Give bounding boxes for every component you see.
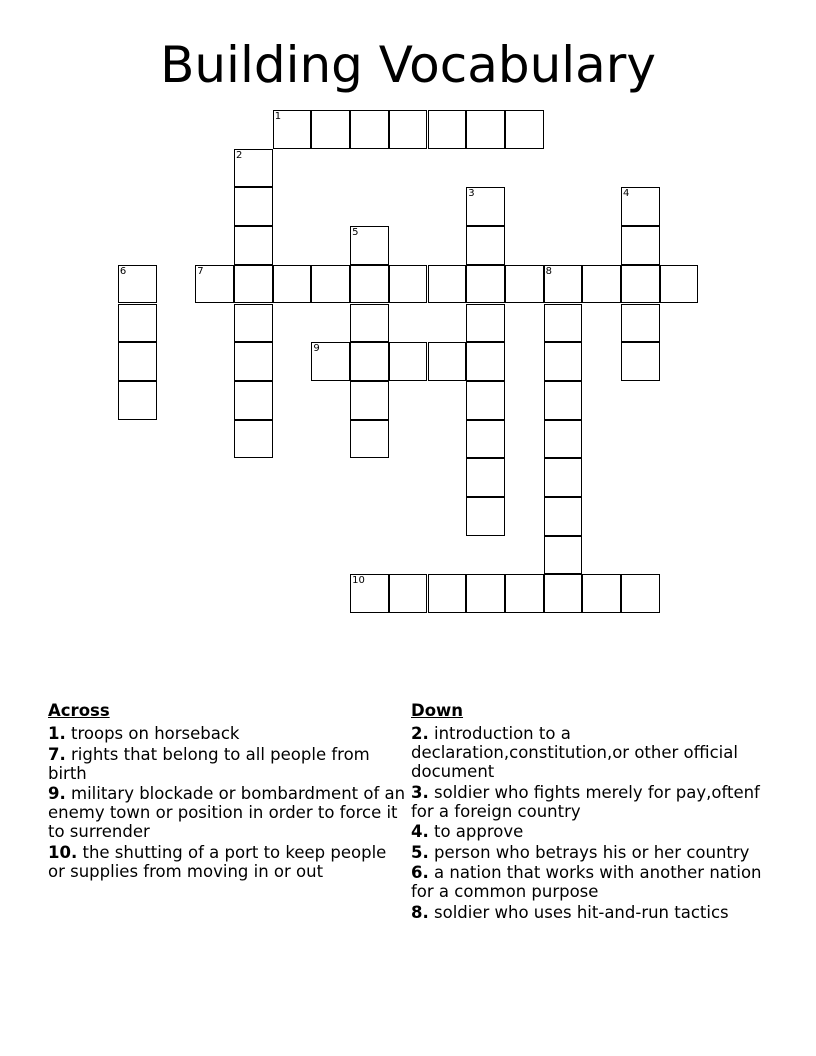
grid-cell[interactable] [544, 420, 583, 459]
clue-text: introduction to a declaration,constitution,or other official document [411, 724, 738, 781]
grid-cell[interactable] [195, 265, 234, 304]
grid-cell[interactable] [234, 187, 273, 226]
cell-number: 4 [623, 188, 630, 200]
grid-cell[interactable] [273, 110, 312, 149]
clue-text: a nation that works with another nation for a common purpose [411, 863, 762, 901]
across-clue [48, 843, 408, 881]
clue-number: 7. [48, 744, 66, 764]
grid-cell[interactable] [466, 574, 505, 613]
grid-cell[interactable] [389, 110, 428, 149]
clue-number: 8. [411, 902, 429, 922]
grid-cell[interactable] [466, 226, 505, 265]
grid-cell[interactable] [350, 420, 389, 459]
grid-cell[interactable] [234, 149, 273, 188]
clue-number: 10. [48, 842, 78, 862]
grid-cell[interactable] [544, 342, 583, 381]
clue-text: to approve [434, 822, 524, 841]
clue-text: person who betrays his or her country [434, 842, 750, 862]
clue-number: 2. [411, 724, 429, 743]
grid-cell[interactable] [466, 265, 505, 304]
grid-cell[interactable] [273, 265, 312, 304]
grid-cell[interactable] [389, 265, 428, 304]
grid-cell[interactable] [544, 536, 583, 575]
grid-cell[interactable] [234, 226, 273, 265]
cell-number: 1 [274, 111, 282, 122]
grid-cell[interactable] [466, 420, 505, 459]
grid-cell[interactable] [311, 342, 350, 381]
cell-number: 6 [119, 265, 127, 277]
clue-number: 6. [411, 863, 429, 882]
down-clue [411, 863, 781, 901]
grid-cell[interactable] [234, 420, 273, 459]
across-clue [48, 724, 408, 743]
clue-text: soldier who fights merely for pay,oftenf for a foreign country [411, 782, 760, 821]
grid-cell[interactable] [621, 226, 660, 265]
grid-cell[interactable] [118, 304, 157, 343]
grid-cell[interactable] [660, 265, 699, 304]
grid-cell[interactable] [389, 574, 428, 613]
grid-cell[interactable] [544, 497, 583, 536]
grid-cell[interactable] [350, 381, 389, 420]
clue-text: the shutting of a port to keep people or supplies from moving in or out [48, 842, 387, 881]
across-clues [48, 701, 408, 882]
grid-cell[interactable] [350, 574, 389, 613]
grid-cell[interactable] [544, 574, 583, 613]
clue-number: 1. [48, 724, 66, 743]
grid-cell[interactable] [234, 342, 273, 381]
across-clue [48, 784, 408, 841]
across-heading: Across [48, 701, 110, 720]
grid-cell[interactable] [466, 497, 505, 536]
cell-number: 9 [313, 343, 320, 355]
down-clue [411, 783, 781, 821]
grid-cell[interactable] [466, 187, 505, 226]
cell-number: 5 [352, 227, 359, 239]
grid-cell[interactable] [544, 458, 583, 497]
grid-cell[interactable] [466, 342, 505, 381]
grid-cell[interactable] [428, 110, 467, 149]
grid-cell[interactable] [505, 574, 544, 613]
grid-cell[interactable] [466, 458, 505, 497]
clue-text: rights that belong to all people from birth [48, 744, 370, 783]
grid-cell[interactable] [350, 304, 389, 343]
grid-cell[interactable] [118, 265, 157, 304]
grid-cell[interactable] [544, 381, 583, 420]
grid-cell[interactable] [234, 265, 273, 304]
grid-cell[interactable] [544, 265, 583, 304]
grid-cell[interactable] [582, 265, 621, 304]
down-clue [411, 843, 781, 862]
grid-cell[interactable] [621, 574, 660, 613]
down-clues [411, 701, 781, 923]
grid-cell[interactable] [428, 265, 467, 304]
grid-cell[interactable] [428, 574, 467, 613]
grid-cell[interactable] [234, 381, 273, 420]
grid-cell[interactable] [582, 574, 621, 613]
clue-number: 3. [411, 782, 429, 802]
clue-number: 4. [411, 822, 429, 841]
grid-cell[interactable] [621, 304, 660, 343]
grid-cell[interactable] [544, 304, 583, 343]
grid-cell[interactable] [428, 342, 467, 381]
clue-text: soldier who uses hit-and-run tactics [434, 902, 729, 922]
grid-cell[interactable] [505, 110, 544, 149]
cell-number: 2 [236, 149, 243, 161]
cell-number: 10 [352, 575, 365, 587]
clue-text: military blockade or bombardment of an enemy town or position in order to force it to surrender [48, 784, 406, 841]
down-clue [411, 724, 781, 781]
down-clue [411, 903, 781, 922]
cell-number: 8 [545, 265, 552, 277]
grid-cell[interactable] [389, 342, 428, 381]
clue-text: troops on horseback [71, 724, 240, 743]
grid-cell[interactable] [118, 381, 157, 420]
across-clue [48, 745, 408, 783]
grid-cell[interactable] [118, 342, 157, 381]
grid-cell[interactable] [350, 110, 389, 149]
cell-number: 3 [468, 188, 475, 200]
grid-cell[interactable] [311, 265, 350, 304]
page-title: Building Vocabulary [160, 36, 656, 94]
grid-cell[interactable] [350, 226, 389, 265]
grid-cell[interactable] [621, 265, 660, 304]
grid-cell[interactable] [350, 342, 389, 381]
grid-cell[interactable] [234, 304, 273, 343]
grid-cell[interactable] [350, 265, 389, 304]
down-heading: Down [411, 701, 464, 720]
clue-number: 5. [411, 842, 429, 862]
grid-cell[interactable] [621, 187, 660, 226]
grid-cell[interactable] [466, 304, 505, 343]
cell-number: 7 [197, 265, 204, 277]
grid-cell[interactable] [621, 342, 660, 381]
grid-cell[interactable] [466, 110, 505, 149]
grid-cell[interactable] [466, 381, 505, 420]
grid-cell[interactable] [505, 265, 544, 304]
clue-number: 9. [48, 784, 66, 803]
grid-cell[interactable] [311, 110, 350, 149]
down-clue [411, 822, 781, 841]
